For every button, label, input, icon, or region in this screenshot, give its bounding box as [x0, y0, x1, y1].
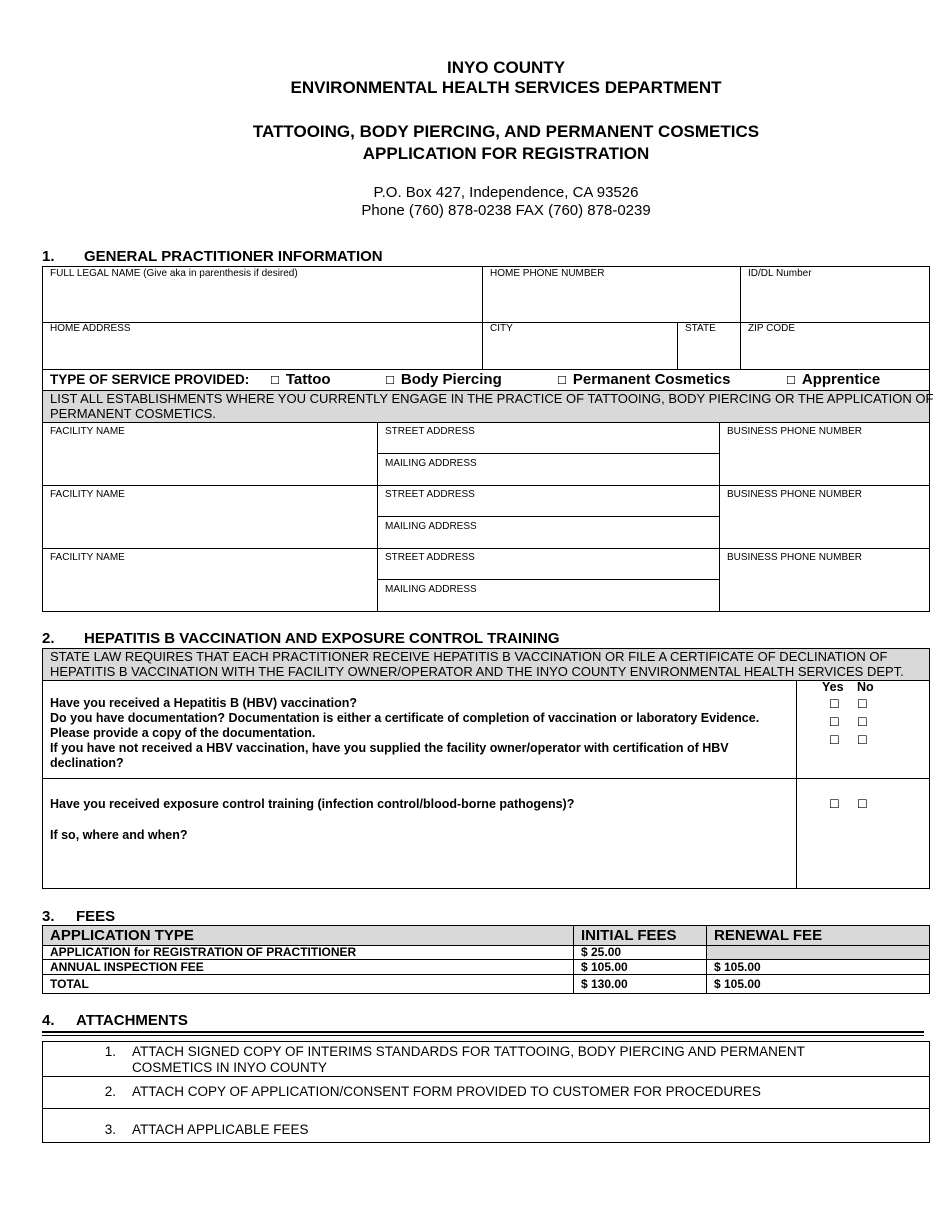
section-number: 4. [42, 1012, 55, 1029]
department-name: ENVIRONMENTAL HEALTH SERVICES DEPARTMENT [290, 78, 722, 97]
attachment-number: 1. [104, 1044, 116, 1059]
col-divider [482, 266, 483, 370]
question-hbv-vaccination: Have you received a Hepatitis B (HBV) vaccination? [50, 696, 358, 710]
form-subtitle: APPLICATION FOR REGISTRATION [362, 144, 650, 163]
facilities-table [42, 422, 930, 612]
q4-no-checkbox[interactable]: ☐ [857, 797, 868, 811]
street-address-field[interactable]: STREET ADDRESS [385, 552, 475, 563]
col-divider [573, 925, 574, 994]
section-number: 1. [42, 248, 55, 265]
checkbox-icon[interactable]: ☐ [385, 375, 395, 387]
service-option-body-piercing[interactable]: ☐ Body Piercing [385, 371, 502, 388]
phone-fax: Phone (760) 878-0238 FAX (760) 878-0239 [361, 202, 651, 219]
general-info-grid [42, 266, 930, 370]
home-phone-field[interactable]: HOME PHONE NUMBER [490, 268, 605, 279]
business-phone-field[interactable]: BUSINESS PHONE NUMBER [727, 426, 863, 437]
row-divider [42, 322, 930, 323]
no-column-header: No [857, 680, 874, 694]
section-title: GENERAL PRACTITIONER INFORMATION [84, 248, 383, 265]
checkbox-icon[interactable]: ☐ [786, 375, 796, 387]
mailing-address: P.O. Box 427, Independence, CA 93526 [373, 184, 639, 201]
row-divider [377, 516, 719, 517]
facility-name-field[interactable]: FACILITY NAME [50, 552, 125, 563]
fee-row-initial: $ 105.00 [581, 960, 628, 974]
section-rule [42, 1035, 924, 1036]
section-title: ATTACHMENTS [76, 1012, 188, 1029]
row-border [42, 370, 43, 390]
row-divider [42, 1076, 930, 1077]
facility-name-field[interactable]: FACILITY NAME [50, 426, 125, 437]
col-divider [677, 322, 678, 370]
question-documentation: Do you have documentation? Documentation is either a certificate of completion of vaccination or laboratory Evidence. Please provide a copy of the documentation. [50, 711, 760, 740]
service-option-apprentice[interactable]: ☐ Apprentice [786, 371, 881, 388]
question-where-when[interactable]: If so, where and when? [50, 828, 188, 842]
attachment-number: 3. [104, 1122, 116, 1137]
street-address-field[interactable]: STREET ADDRESS [385, 489, 475, 500]
section-2-heading [42, 630, 560, 647]
mailing-address-field[interactable]: MAILING ADDRESS [385, 584, 477, 595]
section-rule [42, 1031, 924, 1033]
col-divider [719, 422, 720, 612]
mailing-address-field[interactable]: MAILING ADDRESS [385, 458, 477, 469]
fees-header-initial: INITIAL FEES [581, 927, 677, 944]
row-divider [42, 1108, 930, 1109]
q2-yes-checkbox[interactable]: ☐ [829, 715, 840, 729]
col-divider [796, 680, 797, 889]
col-divider [377, 422, 378, 612]
city-field[interactable]: CITY [490, 323, 513, 334]
attachment-item: ATTACH COPY OF APPLICATION/CONSENT FORM PROVIDED TO CUSTOMER FOR PROCEDURES [132, 1084, 761, 1099]
yes-column-header: Yes [822, 680, 844, 694]
facility-name-field[interactable]: FACILITY NAME [50, 489, 125, 500]
q2-no-checkbox[interactable]: ☐ [857, 715, 868, 729]
col-divider [706, 925, 707, 994]
section-number: 3. [42, 908, 55, 925]
section-title: HEPATITIS B VACCINATION AND EXPOSURE CONTROL TRAINING [84, 630, 560, 647]
service-type-label: TYPE OF SERVICE PROVIDED: [50, 372, 250, 387]
row-divider [377, 453, 719, 454]
hbv-law-note: STATE LAW REQUIRES THAT EACH PRACTITIONER RECEIVE HEPATITIS B VACCINATION OR FILE A CERTIFICATE OF DECLINATION OF HEPATITIS B VACCINATION WITH THE FACILITY OWNER/OPERATOR AND THE INYO COUNTY ENVIRONMENTAL HEALTH SERVICES DEPT. [50, 649, 904, 679]
section-4-heading [42, 1012, 188, 1029]
id-number-field[interactable]: ID/DL Number [748, 268, 812, 279]
service-option-tattoo[interactable]: ☐ Tattoo [270, 371, 331, 388]
county-name: INYO COUNTY [446, 58, 566, 77]
row-divider [42, 548, 930, 549]
street-address-field[interactable]: STREET ADDRESS [385, 426, 475, 437]
row-border [929, 370, 930, 390]
row-divider [42, 974, 930, 975]
fee-row-initial: $ 25.00 [581, 945, 622, 959]
checkbox-icon[interactable]: ☐ [270, 375, 280, 387]
fees-header-type: APPLICATION TYPE [50, 927, 194, 944]
fee-row-type: APPLICATION for REGISTRATION OF PRACTITIONER [50, 945, 357, 959]
home-address-field[interactable]: HOME ADDRESS [50, 323, 131, 334]
section-number: 2. [42, 630, 55, 647]
business-phone-field[interactable]: BUSINESS PHONE NUMBER [727, 489, 863, 500]
mailing-address-field[interactable]: MAILING ADDRESS [385, 521, 477, 532]
q3-no-checkbox[interactable]: ☐ [857, 733, 868, 747]
fee-row-renewal: $ 105.00 [714, 977, 761, 991]
service-option-permanent-cosmetics[interactable]: ☐ Permanent Cosmetics [557, 371, 731, 388]
fees-header-renewal: RENEWAL FEE [714, 927, 823, 944]
checkbox-icon[interactable]: ☐ [557, 375, 567, 387]
attachment-item: ATTACH SIGNED COPY OF INTERIMS STANDARDS FOR TATTOOING, BODY PIERCING AND PERMANENT COSMETICS IN INYO COUNTY [132, 1044, 805, 1075]
fee-row-type: TOTAL [50, 977, 89, 991]
col-divider [740, 266, 741, 370]
establishments-note: LIST ALL ESTABLISHMENTS WHERE YOU CURRENTLY ENGAGE IN THE PRACTICE OF TATTOOING, BODY PIERCING OR THE APPLICATION OF PERMANENT COSMETICS. [50, 391, 934, 421]
q1-yes-checkbox[interactable]: ☐ [829, 697, 840, 711]
fee-row-initial: $ 130.00 [581, 977, 628, 991]
row-divider [42, 485, 930, 486]
q3-yes-checkbox[interactable]: ☐ [829, 733, 840, 747]
q1-no-checkbox[interactable]: ☐ [857, 697, 868, 711]
attachment-item: ATTACH APPLICABLE FEES [132, 1122, 309, 1137]
q4-yes-checkbox[interactable]: ☐ [829, 797, 840, 811]
state-field[interactable]: STATE [685, 323, 716, 334]
business-phone-field[interactable]: BUSINESS PHONE NUMBER [727, 552, 863, 563]
question-declination: If you have not received a HBV vaccination, have you supplied the facility owner/operator with certification of HBV declination? [50, 741, 729, 770]
row-divider [377, 579, 719, 580]
attachment-number: 2. [104, 1084, 116, 1099]
section-3-heading [42, 908, 115, 925]
question-exposure-training: Have you received exposure control training (infection control/blood-borne pathogens)? [50, 797, 575, 811]
section-title: FEES [76, 908, 116, 925]
fee-row-renewal: $ 105.00 [714, 960, 761, 974]
section-1-heading [42, 248, 383, 265]
form-title: TATTOOING, BODY PIERCING, AND PERMANENT COSMETICS [252, 122, 760, 141]
fee-row-type: ANNUAL INSPECTION FEE [50, 960, 204, 974]
zip-code-field[interactable]: ZIP CODE [748, 323, 796, 334]
full-name-field[interactable]: FULL LEGAL NAME (Give aka in parenthesis if desired) [50, 268, 298, 279]
